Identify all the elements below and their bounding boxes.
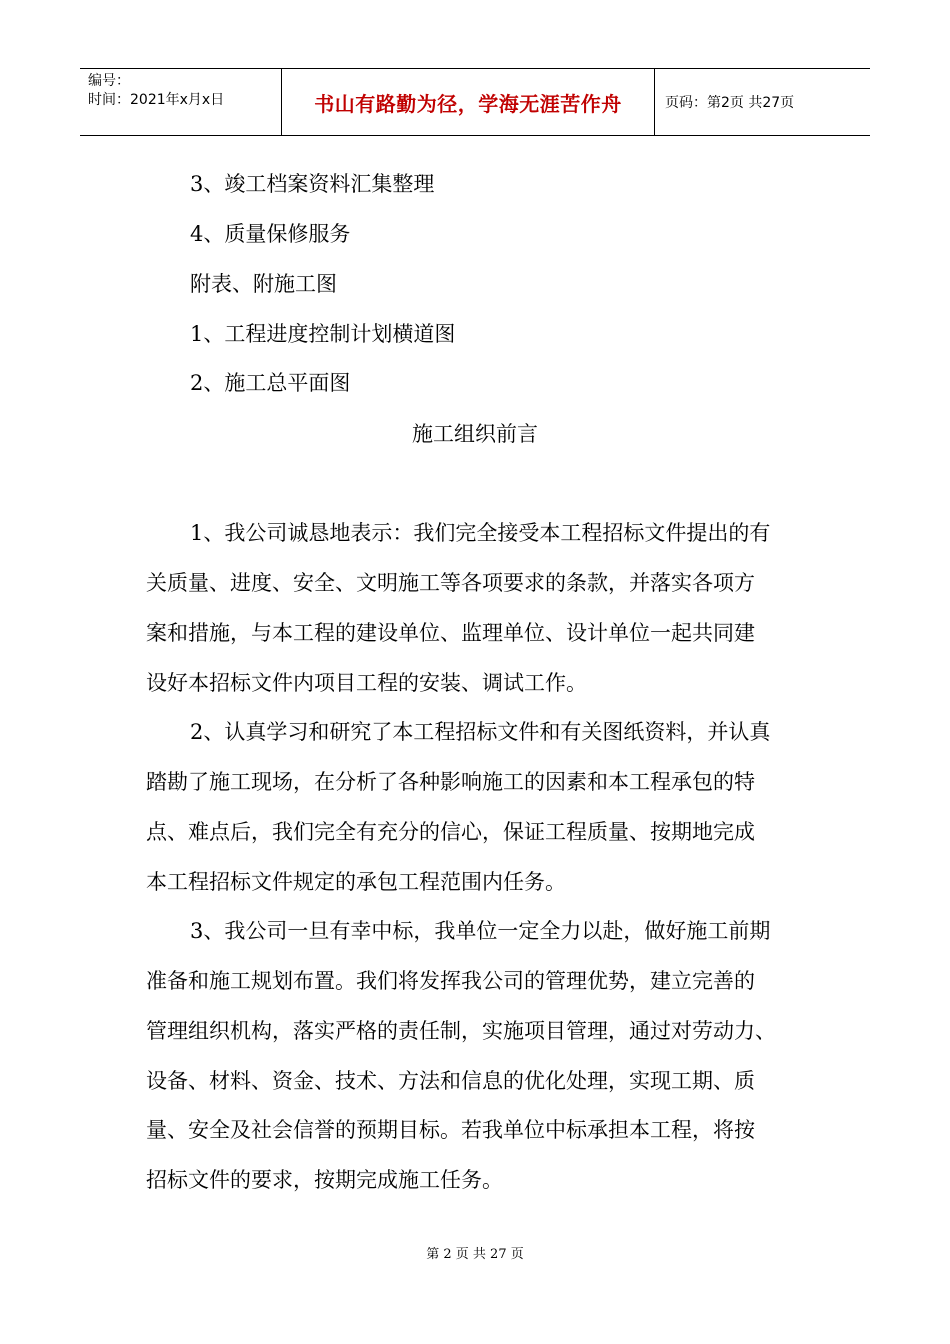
body-line: 关质量、进度、安全、文明施工等各项要求的条款，并落实各项方 — [146, 571, 755, 595]
document-number-label: 编号： — [88, 73, 130, 89]
body-line: 踏勘了施工现场，在分析了各种影响施工的因素和本工程承包的特 — [146, 770, 755, 794]
header-meta — [80, 69, 282, 135]
body-line: 本工程招标文件规定的承包工程范围内任务。 — [146, 870, 566, 894]
section-title: 施工组织前言 — [412, 422, 538, 446]
body-line: 设好本招标文件内项目工程的安装、调试工作。 — [146, 671, 587, 695]
body-line: 准备和施工规划布置。我们将发挥我公司的管理优势，建立完善的 — [146, 969, 755, 993]
body-line: 1、我公司诚恳地表示：我们完全接受本工程招标文件提出的有 — [190, 521, 771, 545]
body-line: 2、认真学习和研究了本工程招标文件和有关图纸资料，并认真 — [190, 720, 771, 744]
toc-item: 4、质量保修服务 — [190, 222, 351, 246]
toc-item: 附表、附施工图 — [190, 272, 337, 296]
document-time: 时间：2021年x月x日 — [88, 92, 225, 108]
body-line: 设备、材料、资金、技术、方法和信息的优化处理，实现工期、质 — [146, 1069, 755, 1093]
header-motto: 书山有路勤为径，学海无涯苦作舟 — [282, 69, 655, 135]
body-line: 量、安全及社会信誉的预期目标。若我单位中标承担本工程，将按 — [146, 1118, 755, 1142]
page-footer: 第 2 页 共 27 页 — [426, 1247, 524, 1262]
toc-item: 1、工程进度控制计划横道图 — [190, 322, 456, 346]
body-line: 3、我公司一旦有幸中标，我单位一定全力以赴，做好施工前期 — [190, 919, 771, 943]
body-line: 案和措施，与本工程的建设单位、监理单位、设计单位一起共同建 — [146, 621, 755, 645]
toc-item: 2、施工总平面图 — [190, 371, 351, 395]
header-page-info: 页码：第2页 共27页 — [665, 95, 795, 111]
body-line: 招标文件的要求，按期完成施工任务。 — [146, 1168, 503, 1192]
body-line: 管理组织机构，落实严格的责任制，实施项目管理，通过对劳动力、 — [146, 1019, 776, 1043]
toc-item: 3、竣工档案资料汇集整理 — [190, 172, 435, 196]
body-line: 点、难点后，我们完全有充分的信心，保证工程质量、按期地完成 — [146, 820, 755, 844]
page-header — [80, 68, 870, 136]
